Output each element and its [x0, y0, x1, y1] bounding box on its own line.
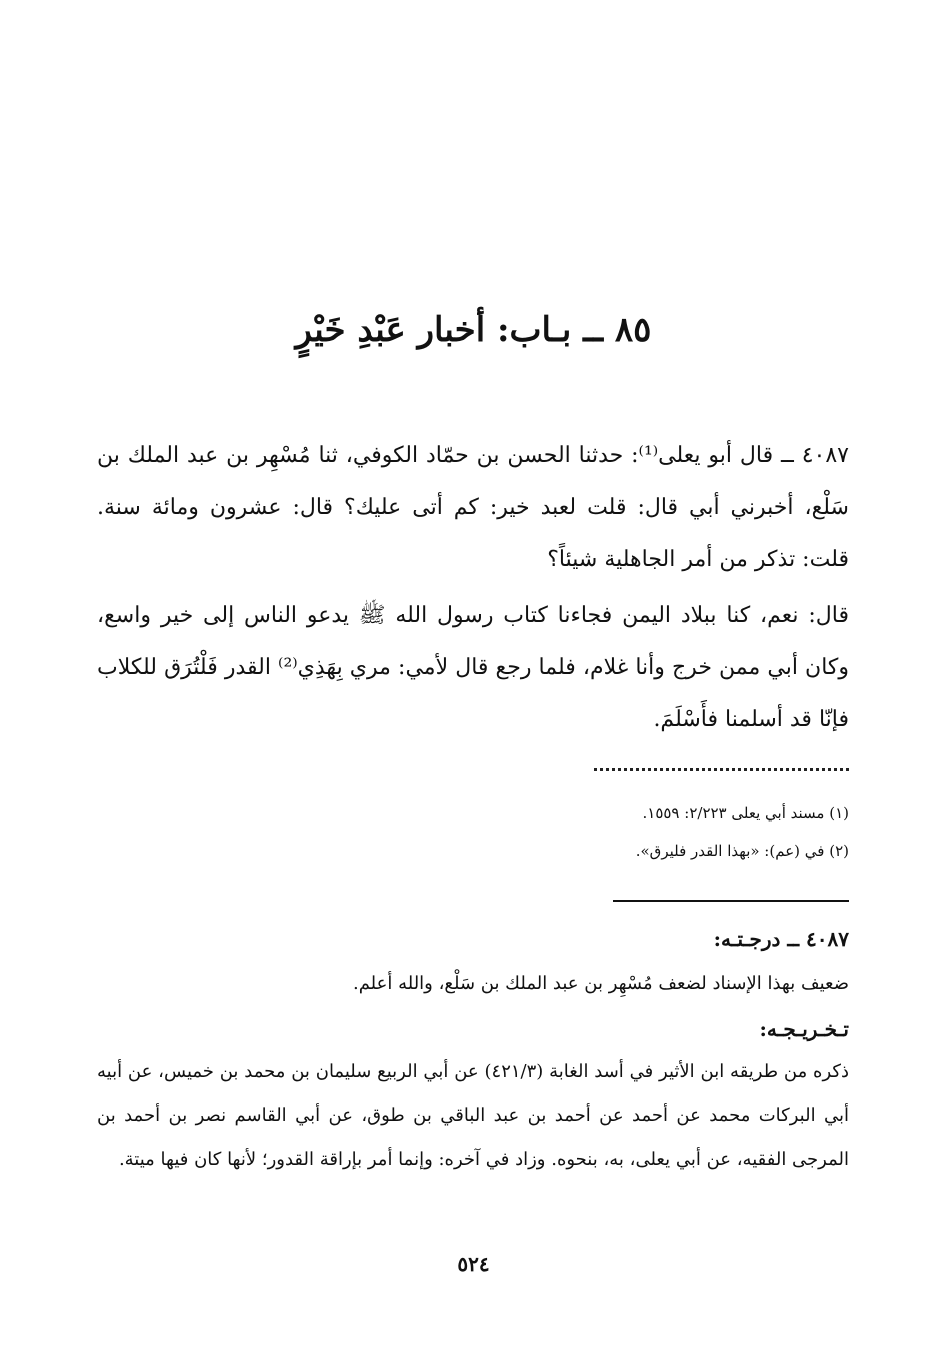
takhrij-text: ذكره من طريقه ابن الأثير في أسد الغابة (٤٢١/٣) عن أبي الربيع سليمان بن محمد بن خميس، عن أبيه أبي البركات محمد عن أحمد عن أحمد بن عبد الباقي بن طوق، عن أبي القاسم نصر بن أحمد بن المرجى الفقيه، عن أبي يعلى، به، بنحوه. وزاد في آخره: وإنما أمر بإراقة القدور؛ لأنها كان فيها ميتة. [97, 1061, 850, 1170]
footnote-2: (٢) في (عم): «بهذا القدر فليرق». [635, 842, 849, 860]
page-number: ٥٢٤ [457, 1252, 490, 1276]
takhrij-heading: تـخـريـجـه: [759, 1017, 849, 1041]
grading-text: ضعيف بهذا الإسناد لضعف مُسْهِر بن عبد الملك بن سَلْع، والله أعلم. [352, 973, 849, 994]
grading-heading: ٤٠٨٧ ــ درجـتـه: [713, 927, 849, 951]
hadith-paragraph-2: قال: نعم، كنا ببلاد اليمن فجاءنا كتاب رسول الله ﷺ يدعو الناس إلى خير واسع، وكان أبي ممن خرج وأنا غلام، فلما رجع قال لأمي: مري بِهَذِي⁽²⁾ القدر فَلْتُرَق للكلاب فإنّا قد أسلمنا فأَسْلَمَ. [97, 603, 849, 732]
section-divider [613, 900, 849, 902]
footnote-1: (١) مسند أبي يعلى ٢/٢٢٣: ١٥٥٩. [642, 804, 849, 822]
chapter-heading: ٨٥ ــ بـاب: أخبار عَبْدِ خَيْرٍ [295, 310, 652, 350]
hadith-paragraph-1: ٤٠٨٧ ــ قال أبو يعلى⁽¹⁾: حدثنا الحسن بن حمّاد الكوفي، ثنا مُسْهِر بن عبد الملك بن سَلْع، أخبرني أبي قال: قلت لعبد خير: كم أتى عليك؟ قال: عشرون ومائة سنة. قلت: تذكر من أمر الجاهلية شيئاً؟ [97, 443, 849, 572]
footnote-separator [594, 768, 849, 773]
